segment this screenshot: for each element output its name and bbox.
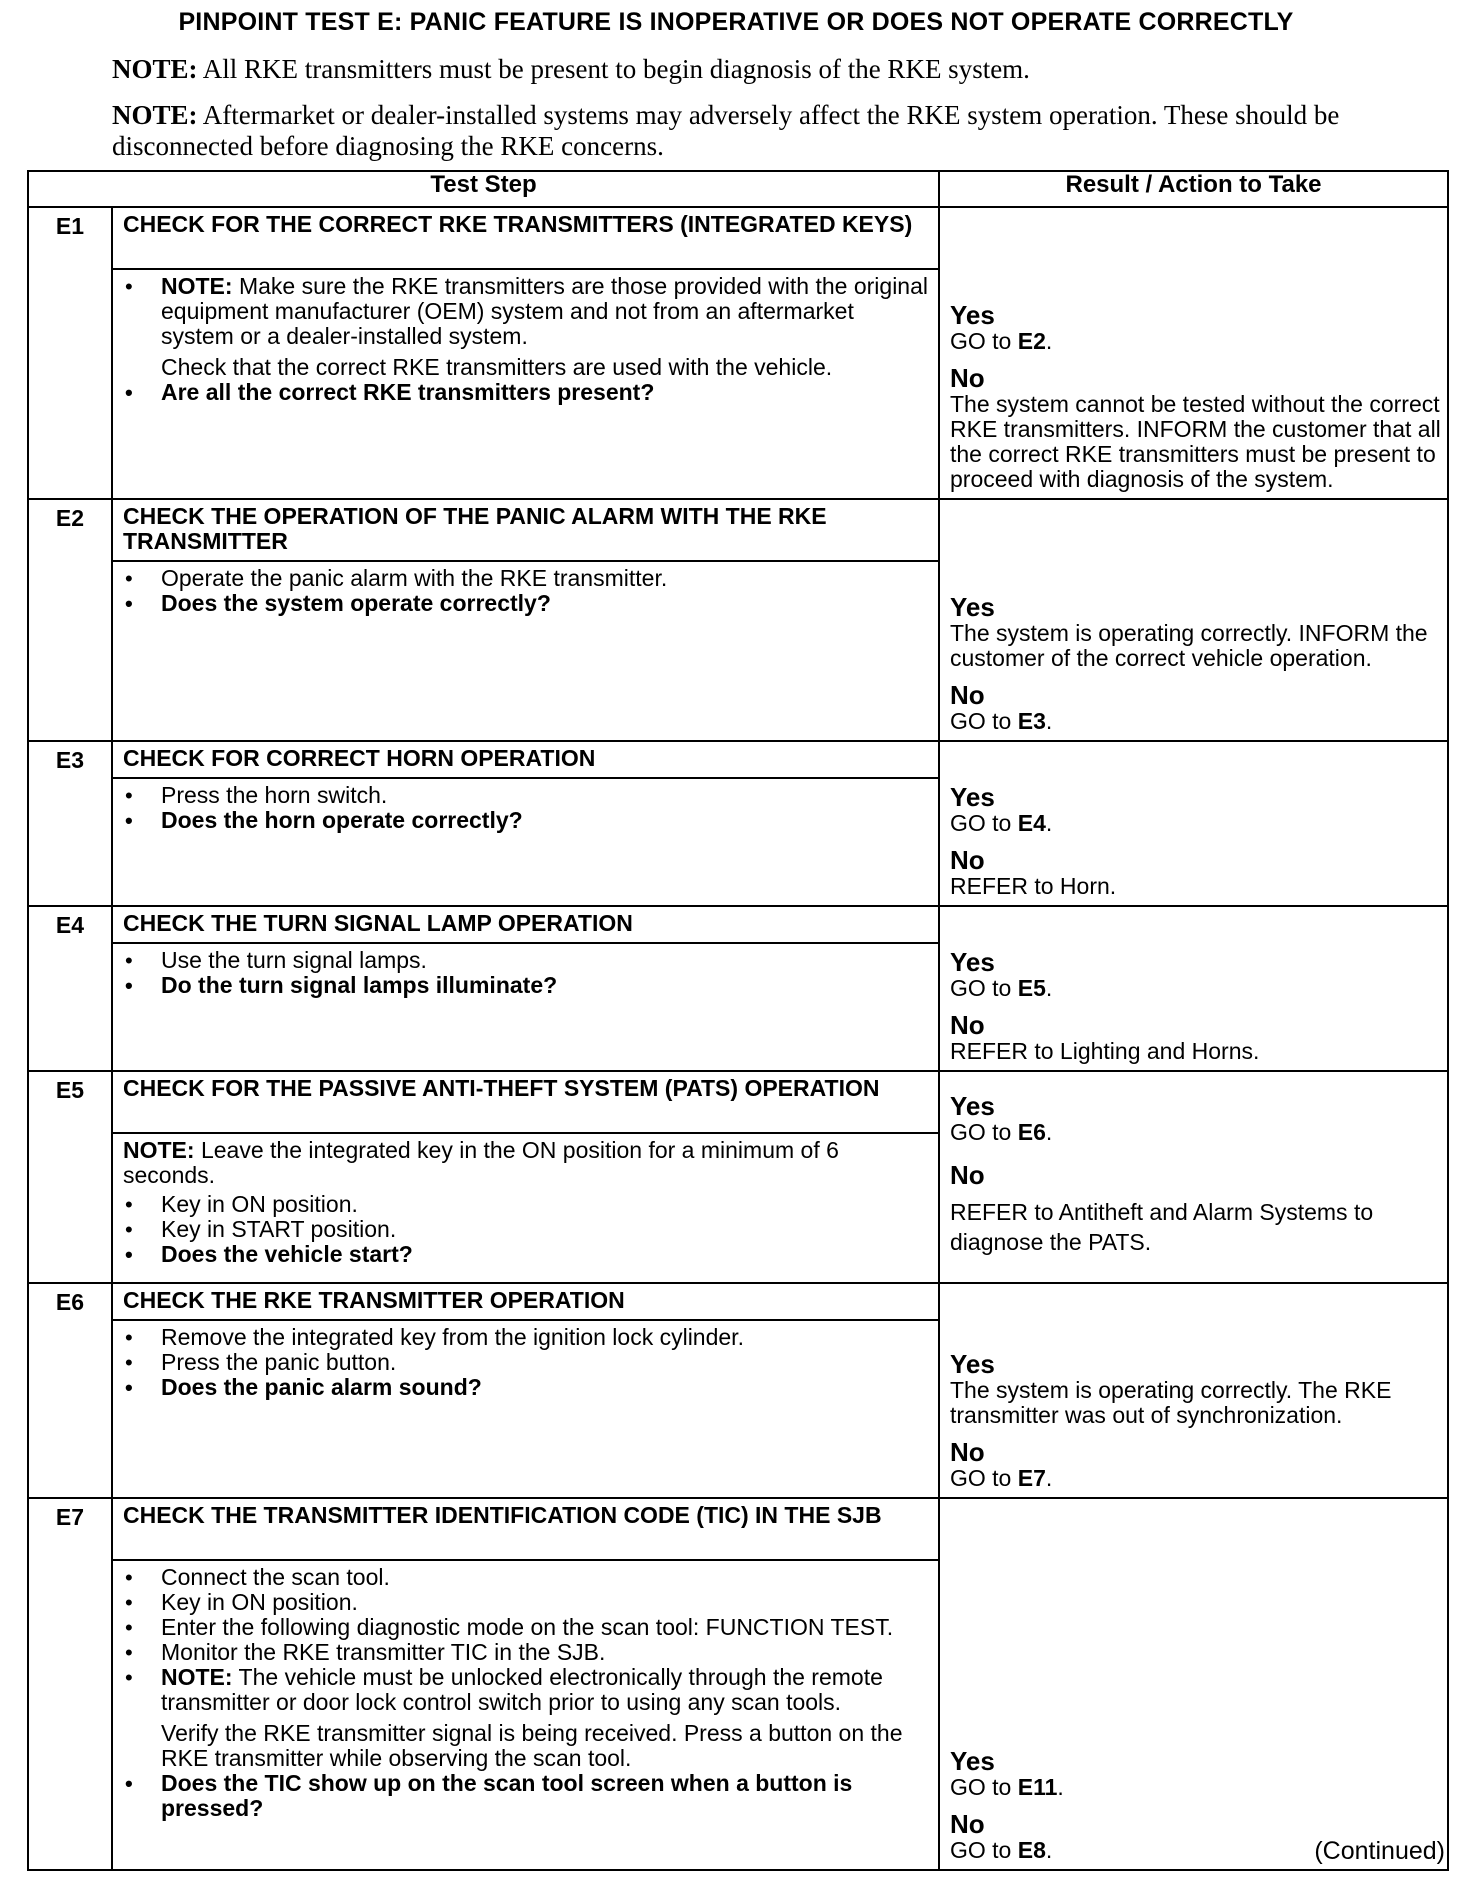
step-id-e5: E5: [28, 1071, 112, 1283]
no-action: REFER to Horn.: [950, 873, 1117, 899]
step-e4-heading: CHECK THE TURN SIGNAL LAMP OPERATION: [112, 906, 939, 943]
step-e7-heading-row: [28, 1498, 1448, 1560]
list-item: • Connect the scan tool.: [123, 1565, 930, 1590]
step-e6-question: • Does the panic alarm sound?: [123, 1375, 930, 1400]
step-e1-question: • Are all the correct RKE transmitters present?: [123, 380, 930, 405]
note-label: NOTE:: [112, 100, 198, 130]
step-e7-continuation: Verify the RKE transmitter signal is being received. Press a button on the RKE transmitter while observing the scan tool.: [161, 1720, 903, 1771]
step-e5-body: [112, 1133, 939, 1283]
step-e3-body: [112, 778, 939, 906]
step-e4-result: [939, 906, 1448, 1071]
no-action: REFER to Lighting and Horns.: [950, 1038, 1260, 1064]
list-item: • Press the panic button.: [123, 1350, 930, 1375]
step-e3-heading-row: [28, 741, 1448, 778]
step-id-e7: E7: [28, 1498, 112, 1870]
yes-label: Yes: [950, 592, 995, 622]
no-action: GO to E8.: [950, 1837, 1053, 1863]
header-result-action: Result / Action to Take: [939, 171, 1448, 207]
step-e2-question: • Does the system operate correctly?: [123, 591, 930, 616]
yes-action: The system is operating correctly. The RKE transmitter was out of synchronization.: [950, 1377, 1392, 1428]
list-item: • Remove the integrated key from the ignition lock cylinder.: [123, 1325, 930, 1350]
continued-label: (Continued): [1314, 1837, 1445, 1865]
step-e5-note: NOTE: Leave the integrated key in the ON position for a minimum of 6 seconds.: [123, 1137, 839, 1188]
step-e4-body: [112, 943, 939, 1071]
no-label: No: [950, 1159, 985, 1190]
yes-label: Yes: [950, 782, 995, 812]
yes-label: Yes: [950, 1090, 995, 1121]
step-id-e1: E1: [28, 207, 112, 499]
no-label: No: [950, 680, 985, 710]
table-header-row: [28, 171, 1448, 207]
step-e6-heading-row: [28, 1283, 1448, 1320]
step-e3-result: [939, 741, 1448, 906]
step-e2-body: [112, 561, 939, 741]
list-item: • Operate the panic alarm with the RKE transmitter.: [123, 566, 930, 591]
no-action: GO to E7.: [950, 1465, 1053, 1491]
list-item: • Press the horn switch.: [123, 783, 930, 808]
step-e7-heading: CHECK THE TRANSMITTER IDENTIFICATION CODE (TIC) IN THE SJB: [112, 1498, 939, 1560]
step-e5-result: [939, 1071, 1448, 1283]
yes-label: Yes: [950, 300, 995, 330]
yes-action: GO to E5.: [950, 975, 1053, 1001]
step-e5-heading-row: [28, 1071, 1448, 1133]
step-e2-heading: CHECK THE OPERATION OF THE PANIC ALARM WITH THE RKE TRANSMITTER: [112, 499, 939, 561]
no-label: No: [950, 845, 985, 875]
step-e1-continuation: Check that the correct RKE transmitters are used with the vehicle.: [161, 354, 833, 380]
no-label: No: [950, 363, 985, 393]
step-e2-heading-row: [28, 499, 1448, 561]
no-action: REFER to Antitheft and Alarm Systems to diagnose the PATS.: [950, 1198, 1374, 1255]
step-e4-heading-row: [28, 906, 1448, 943]
no-label: No: [950, 1809, 985, 1839]
step-e1-heading-row: [28, 207, 1448, 269]
note-aftermarket-systems: [112, 100, 1362, 162]
list-item: • Key in ON position.: [123, 1192, 930, 1217]
list-item: • Monitor the RKE transmitter TIC in the SJB.: [123, 1640, 930, 1665]
step-e7-result: [939, 1498, 1448, 1870]
step-e1-body: [112, 269, 939, 499]
step-e3-question: • Does the horn operate correctly?: [123, 808, 930, 833]
step-e7-body: [112, 1560, 939, 1870]
note-text: All RKE transmitters must be present to begin diagnosis of the RKE system.: [202, 54, 1030, 84]
step-e6-result: [939, 1283, 1448, 1498]
no-label: No: [950, 1437, 985, 1467]
yes-action: GO to E11.: [950, 1774, 1064, 1800]
step-id-e6: E6: [28, 1283, 112, 1498]
list-item: • NOTE: The vehicle must be unlocked electronically through the remote transmitter or door lock control switch prior to using any scan tools.: [123, 1665, 930, 1715]
step-e1-result: [939, 207, 1448, 499]
list-item: • NOTE: Make sure the RKE transmitters are those provided with the original equipment manufacturer (OEM) system and not from an aftermarket system or a dealer-installed system.: [123, 274, 930, 349]
yes-label: Yes: [950, 947, 995, 977]
list-item: • Key in ON position.: [123, 1590, 930, 1615]
step-id-e2: E2: [28, 499, 112, 741]
step-e6-heading: CHECK THE RKE TRANSMITTER OPERATION: [112, 1283, 939, 1320]
step-e5-question: • Does the vehicle start?: [123, 1242, 930, 1267]
page-title: PINPOINT TEST E: PANIC FEATURE IS INOPERATIVE OR DOES NOT OPERATE CORRECTLY: [178, 8, 1294, 36]
no-action: GO to E3.: [950, 708, 1053, 734]
step-e7-question: • Does the TIC show up on the scan tool screen when a button is pressed?: [123, 1771, 930, 1821]
no-action: The system cannot be tested without the correct RKE transmitters. INFORM the customer that all the correct RKE transmitters must be present to proceed with diagnosis of the system.: [950, 391, 1441, 492]
no-label: No: [950, 1010, 985, 1040]
note-label: NOTE:: [112, 54, 198, 84]
list-item: • Use the turn signal lamps.: [123, 948, 930, 973]
yes-action: GO to E2.: [950, 328, 1053, 354]
yes-label: Yes: [950, 1746, 995, 1776]
list-item: • Key in START position.: [123, 1217, 930, 1242]
yes-action: GO to E6.: [950, 1118, 1053, 1145]
step-e3-heading: CHECK FOR CORRECT HORN OPERATION: [112, 741, 939, 778]
list-item: • Enter the following diagnostic mode on the scan tool: FUNCTION TEST.: [123, 1615, 930, 1640]
pinpoint-test-table: [27, 170, 1449, 1871]
yes-action: The system is operating correctly. INFORM the customer of the correct vehicle operation.: [950, 620, 1428, 671]
step-e4-question: • Do the turn signal lamps illuminate?: [123, 973, 930, 998]
step-e5-heading: CHECK FOR THE PASSIVE ANTI-THEFT SYSTEM (PATS) OPERATION: [112, 1071, 939, 1133]
step-id-e4: E4: [28, 906, 112, 1071]
yes-action: GO to E4.: [950, 810, 1053, 836]
step-id-e3: E3: [28, 741, 112, 906]
note-text: Aftermarket or dealer-installed systems may adversely affect the RKE system operation. These should be disconnected before diagnosing the RKE concerns.: [112, 100, 1340, 161]
header-test-step: Test Step: [28, 171, 939, 207]
yes-label: Yes: [950, 1349, 995, 1379]
step-e2-result: [939, 499, 1448, 741]
note-transmitters-present: [112, 54, 1362, 85]
step-e1-heading: CHECK FOR THE CORRECT RKE TRANSMITTERS (INTEGRATED KEYS): [112, 207, 939, 269]
step-e6-body: [112, 1320, 939, 1498]
